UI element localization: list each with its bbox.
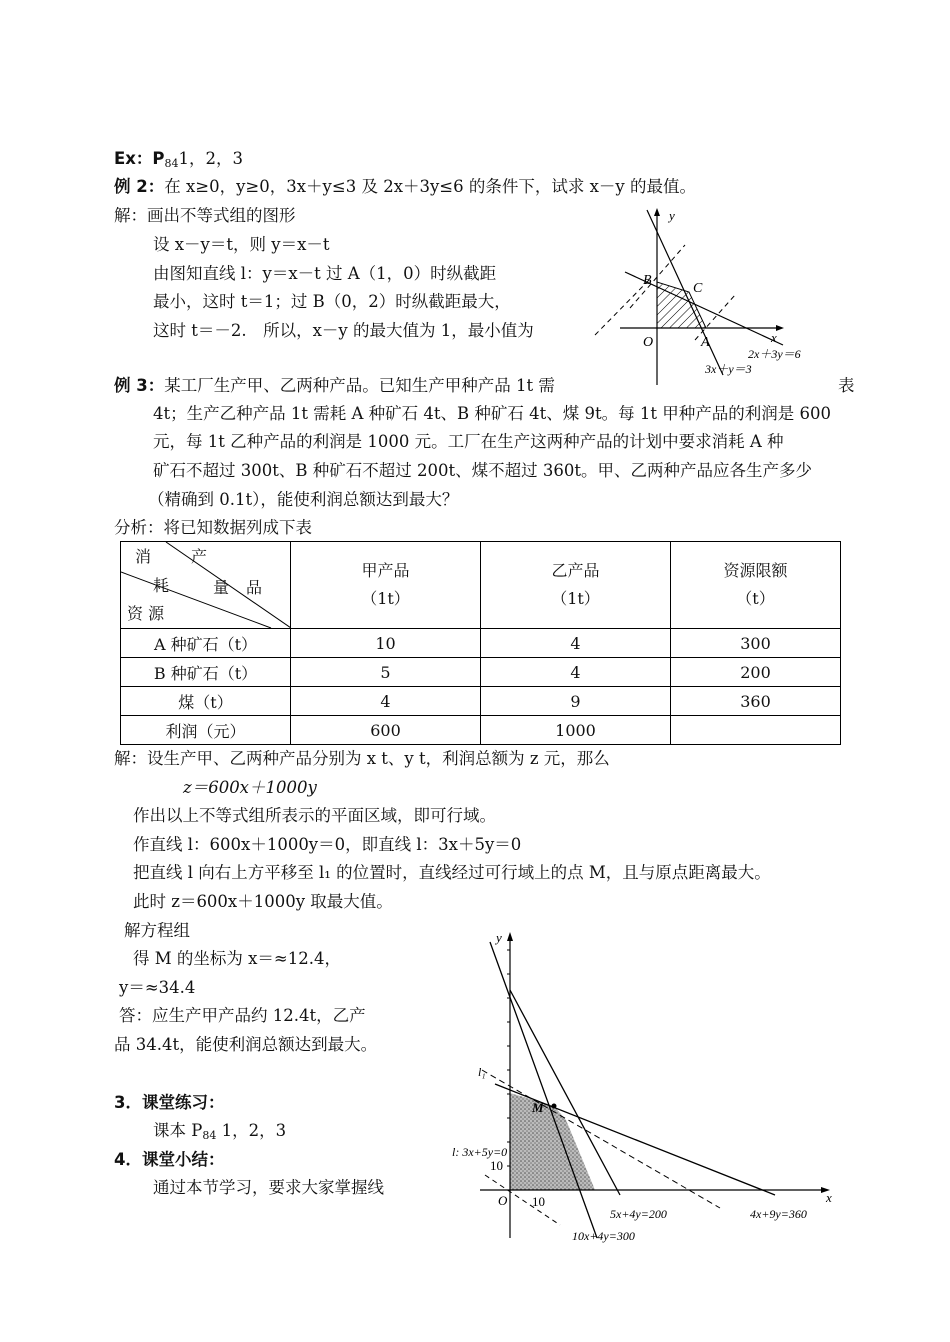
corner-ziyuan: 资 源 <box>127 604 165 623</box>
x-axis-arrow-icon <box>776 325 784 331</box>
table-header: 资源限额 （t） <box>671 542 841 629</box>
graph1-y-label: y <box>669 208 675 223</box>
corner-liang: 量 <box>213 578 230 597</box>
solution-line: 作直线 l：600x＋1000y＝0，即直线 l：3x＋5y＝0 <box>133 835 522 854</box>
point-m <box>552 1104 557 1109</box>
solution-line: 解方程组 <box>124 921 190 940</box>
example2-line: 由图知直线 l：y＝x－t 过 A（1，0）时纵截距 <box>153 264 497 283</box>
example3-line: （精确到 0.1t），能使利润总额达到最大？ <box>148 490 459 509</box>
section4-content: 通过本节学习，要求大家掌握线 <box>153 1178 384 1197</box>
solution-line: 把直线 l 向右上方平移至 l₁ 的位置时，直线经过可行域上的点 M，且与原点距离最大。 <box>133 863 771 882</box>
graph2-l-label: l: 3x+5y=0 <box>452 1145 508 1159</box>
graph1-line1-label: 2x＋3y＝6 <box>748 347 801 361</box>
graph-example3 <box>420 920 850 1250</box>
graph2-line-a-label: 5x+4y=200 <box>610 1207 667 1221</box>
example2-line: 解：画出不等式组的图形 <box>114 206 296 225</box>
graph2-origin: O <box>498 1193 508 1208</box>
corner-chan: 产 <box>191 547 208 566</box>
graph2-line-b-label: 4x+9y=360 <box>750 1207 807 1221</box>
example2-line: 这时 t＝－2. 所以，x－y 的最大值为 1，最小值为 <box>153 321 534 340</box>
table-header: 甲产品 （1t） <box>291 542 481 629</box>
corner-hao: 耗 <box>153 576 170 595</box>
corner-pin: 品 <box>246 578 263 597</box>
table-row: 煤（t） 4 9 360 <box>121 687 841 716</box>
graph2-tick-x10: 10 <box>532 1194 545 1209</box>
ex-line: Ex：$P_{84}1$，2，3 <box>114 149 244 170</box>
graph2-l1-label: l₁ <box>478 1065 486 1079</box>
graph1-point-a: A <box>701 335 710 350</box>
y-axis-arrow-icon <box>507 932 513 941</box>
table-row: A 种矿石（t） 10 4 300 <box>121 629 841 658</box>
example2-question: 例 2：在 x≥0，y≥0，3x＋y≤3 及 2x＋3y≤6 的条件下，试求 x－y 的最值。 <box>114 177 696 196</box>
graph1-point-b: B <box>643 273 652 288</box>
example2-line: 最小，这时 t＝1；过 B（0，2）时纵截距最大， <box>153 292 511 311</box>
graph2-tick-y10: 10 <box>490 1158 503 1173</box>
answer-line: 品 34.4t，能使利润总额达到最大。 <box>114 1035 378 1054</box>
graph1-x-label: x <box>771 330 777 345</box>
example2-line: 设 x－y＝t，则 y＝x－t <box>153 235 330 254</box>
analysis-line: 分析：将已知数据列成下表 <box>114 518 312 537</box>
example3-line: 4t；生产乙种产品 1t 需耗 A 种矿石 4t、B 种矿石 4t、煤 9t。每 1t 甲种产品的利润是 600 <box>153 404 831 423</box>
corner-xiao: 消 <box>135 547 152 566</box>
graph1-line2-label: 3x＋y＝3 <box>705 362 752 376</box>
example3-line: 例 3：某工厂生产甲、乙两种产品。已知生产甲种产品 1t 需 <box>114 376 555 395</box>
solution-line: 作出以上不等式组所表示的平面区域，即可行域。 <box>133 806 496 825</box>
graph2-m-label: M <box>532 1100 544 1115</box>
graph2-x-label: x <box>826 1190 832 1205</box>
section3-content: 课本 $P_{84}$ 1，2，3 <box>153 1121 287 1142</box>
table-row: 利润（元） 600 1000 <box>121 716 841 745</box>
dashed-line-left <box>595 280 649 335</box>
graph2-y-label: y <box>496 930 502 945</box>
table-header-row <box>121 542 841 629</box>
example3-line: 元，每 1t 乙种产品的利润是 1000 元。工厂在生产这两种产品的计划中要求消耗 A 种 <box>153 432 784 451</box>
example3-line: 矿石不超过 300t、B 种矿石不超过 200t、煤不超过 360t。甲、乙两种产品应各生产多少 <box>153 461 812 480</box>
section4-title: 4．课堂小结： <box>114 1150 225 1169</box>
graph2-line-c-label: 10x+4y=300 <box>572 1229 635 1243</box>
table-header: 乙产品 （1t） <box>481 542 671 629</box>
graph1-origin: O <box>643 335 654 350</box>
section3-title: 3．课堂练习： <box>114 1093 225 1112</box>
table-row: B 种矿石（t） 5 4 200 <box>121 658 841 687</box>
solution-line: y＝≈34.4 <box>119 978 196 997</box>
y-axis-arrow-icon <box>654 208 660 216</box>
table-corner-cell <box>121 542 291 629</box>
solution-line: 解：设生产甲、乙两种产品分别为 x t、y t，利润总额为 z 元，那么 <box>114 749 610 768</box>
solution-line: 此时 z＝600x＋1000y 取最大值。 <box>133 892 393 911</box>
solution-line: 得 M 的坐标为 x＝≈12.4， <box>133 949 341 968</box>
solution-objective: z＝600x＋1000y <box>183 778 317 797</box>
graph1-point-c: C <box>693 281 703 296</box>
example3-cut-char: 表 <box>838 376 855 395</box>
data-table <box>120 541 841 745</box>
graph-example2 <box>585 200 845 390</box>
answer-line: 答：应生产甲产品约 12.4t，乙产 <box>119 1006 366 1025</box>
